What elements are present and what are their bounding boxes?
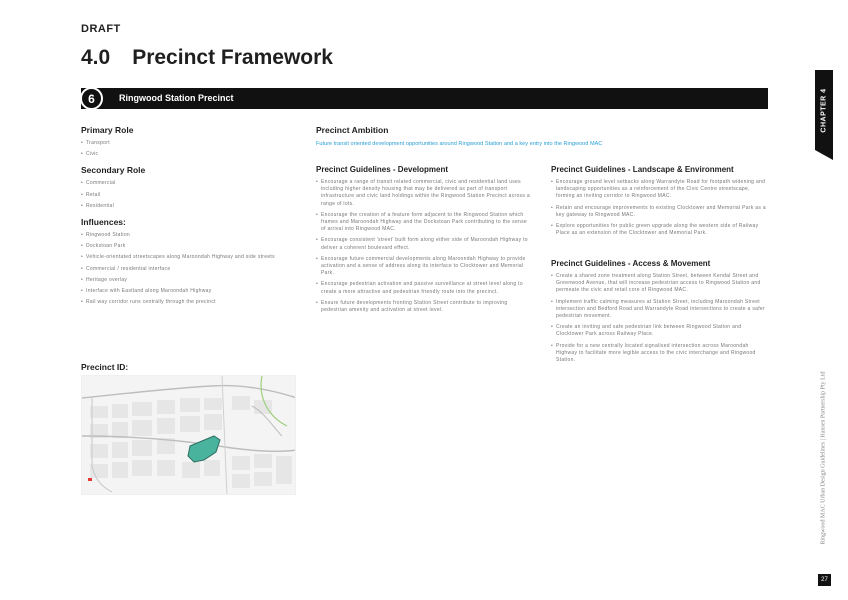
list-item: • Ringwood Station [81,232,296,239]
list-item: • Explore opportunities for public green upgrade along the western side of Railway Place as an extension of the Clocktower and Memorial Park. [551,223,766,237]
landscape-list [551,179,766,237]
precinct-number-badge: 6 [80,87,103,110]
map-marker [88,478,92,481]
ambition-section [316,125,771,148]
influences-list [81,232,296,306]
list-item: • Rail way corridor runs centrally through the precinct [81,299,296,306]
list-item: • Create an inviting and safe pedestrian link between Ringwood Station and Clocktower Park across Railway Place. [551,324,766,338]
development-heading: Precinct Guidelines - Development [316,165,449,174]
precinct-name: Ringwood Station Precinct [119,93,234,103]
list-item: • Dockstoan Park [81,243,296,250]
chapter-label: CHAPTER 4 [820,87,828,133]
list-item: • Interface with Eastland along Maroondah Highway [81,288,296,295]
list-item: • Transport [81,140,296,147]
page-number: 27 [818,574,831,586]
ambition-heading: Precinct Ambition [316,125,389,135]
list-item: • Provide for a new centrally located signalised intersection across Maroondah Highway to facilitate more legible access to the civic interchange and Ringwood Station. [551,343,766,365]
influences-heading: Influences: [81,217,126,228]
list-item: • Encourage pedestrian activation and passive surveillance at street level along to create a more attractive and pedestrian friendly route into the precinct. [316,281,531,295]
document-credit: Ringwood MAC Urban Design Guidelines | Hansen Partnership Pty Ltd [821,370,827,545]
precinct-id-heading: Precinct ID: [81,362,129,372]
list-item: • Vehicle-orientated streetscapes along Maroondah Highway and side streets [81,254,296,261]
section-number: 4.0 [81,46,111,69]
secondary-role-list [81,180,296,210]
access-list [551,273,766,364]
left-column [81,125,296,310]
list-item: • Retain and encourage improvements to existing Clocktower and Memorial Park as a key gateway to Ringwood MAC. [551,205,766,219]
list-item: • Encourage a range of transit related commercial, civic and residential land uses including higher density housing that may be delivered as part of transport infrastructure and civic land holdings within the Ringwood Station Precinct across a range of lots. [316,179,531,208]
list-item: • Encourage consistent 'street' built form along either side of Maroondah Highway to deliver a coherent boulevard effect. [316,237,531,251]
secondary-role-heading: Secondary Role [81,165,146,176]
development-section [316,165,531,318]
list-item: • Create a shared zone treatment along Station Street, between Kendal Street and Greenwood Avenue, that will increase pedestrian access to Ringwood Station and permeate the civic and retail core of Ringwood MAC. [551,273,766,295]
draft-label: DRAFT [81,23,121,35]
landscape-heading: Precinct Guidelines - Landscape & Environment [551,165,734,174]
ambition-text: Future transit oriented development opportunities around Ringwood Station and a key entry into the Ringwood MAC [316,141,603,147]
primary-role-heading: Primary Role [81,125,134,135]
list-item: • Heritage overlay [81,277,296,284]
primary-role-list [81,140,296,158]
page-title [81,46,333,70]
list-item: • Implement traffic calming measures at Station Street, including Maroondah Street intersection and Bedford Road and Warrandyte Road intersections to create a safer pedestrian movement. [551,299,766,321]
precinct-header-bar [81,88,768,109]
list-item: • Retail [81,192,296,199]
list-item: • Encourage ground level setbacks along Warrandyte Road for footpath widening and landscaping opportunities as a reinforcement of the Civic Centre streetscape, forming an inviting corridor to Ringwood MAC. [551,179,766,201]
precinct-map [81,375,296,495]
map-graphic [82,376,296,495]
list-item: • Commercial / residential interface [81,266,296,273]
list-item: • Civic [81,151,296,158]
list-item: • Encourage future commercial developments along Maroondah Highway to provide activation and a sense of address along its interface to Clocktower and Memorial Park. [316,256,531,278]
list-item: • Ensure future developments fronting Station Street contribute to improving pedestrian amenity and activation at street level. [316,300,531,314]
list-item: • Commercial [81,180,296,187]
access-heading: Precinct Guidelines - Access & Movement [551,259,711,268]
list-item: • Encourage the creation of a feature form adjacent to the Ringwood Station which frames and Maroondah Highway and the Dockstoan Park contributing to the sense of arrival into Ringwood MAC. [316,212,531,234]
landscape-section [551,165,766,241]
section-title: Precinct Framework [132,46,333,69]
list-item: • Residential [81,203,296,210]
access-section [551,259,766,368]
development-list [316,179,531,314]
